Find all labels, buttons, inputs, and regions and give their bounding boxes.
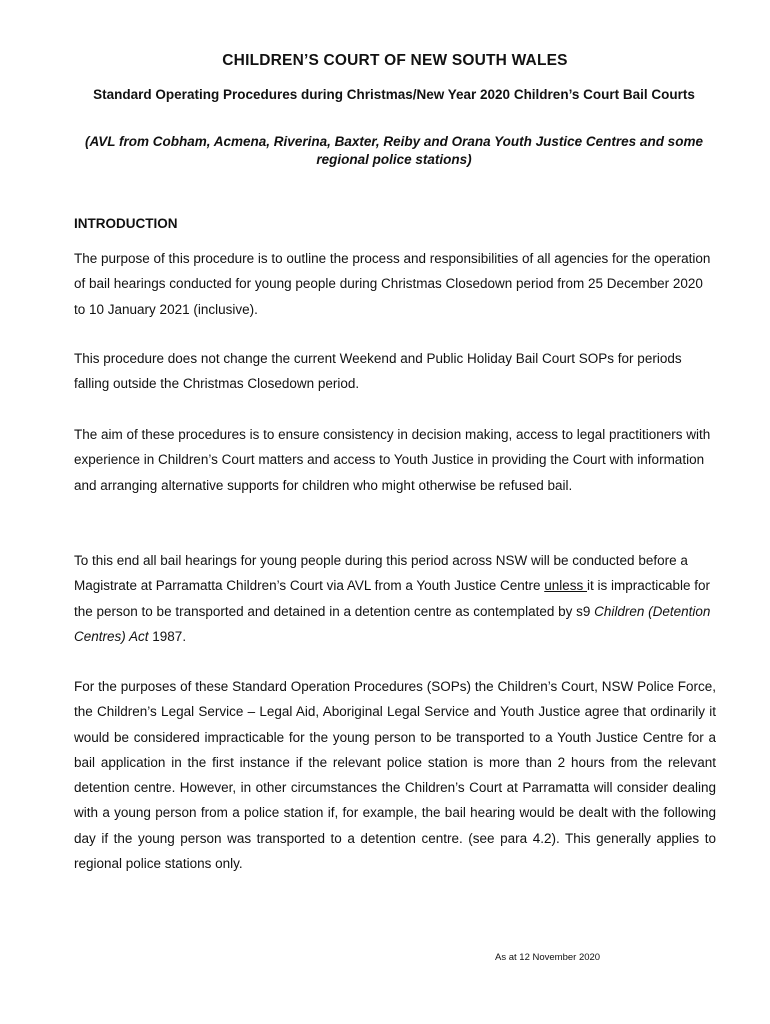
document-title: CHILDREN’S COURT OF NEW SOUTH WALES [222,52,568,69]
paragraph-sops-purposes: For the purposes of these Standard Operation Procedures (SOPs) the Children’s Court, NSW Police Force, the Children’s Legal Service – Legal Aid, Aboriginal Legal Service and Youth Justice agree that ordinarily it would be considered impracticable for the young person to be transported to a Youth Justice Centre for a bail application in the first instance if the relevant police station is more than 2 hours from the relevant detention centre. However, in other circumstances the Children’s Court at Parramatta will consider dealing with a young person from a police station if, for example, the bail hearing would be dealt with the following day if the young person was transported to a detention centre. (see para 4.2). This generally applies to regional police stations only. [74,679,716,872]
document-subtitle: Standard Operating Procedures during Christmas/New Year 2020 Children’s Court Bail Courts [93,87,695,102]
paragraph-bail-hearings-underlined: unless [544,578,588,594]
paragraph-scope: This procedure does not change the current Weekend and Public Holiday Bail Court SOPs for periods falling outside the Christmas Closedown period. [74,351,682,392]
paragraph-bail-hearings-text-2: it is impracticable for the person to be transported and detained in a detention centre as contemplated by s9 [74,578,711,619]
paragraph-purpose: The purpose of this procedure is to outline the process and responsibilities of all agencies for the operation of bail hearings conducted for young people during Christmas Closedown period from 25 December 2020 to 10 January 2021 (inclusive). [74,251,711,317]
paragraph-bail-hearings-text-1: To this end all bail hearings for young people during this period across NSW will be conducted before a Magistrate at Parramatta Children’s Court via AVL from a Youth Justice Centre [74,553,688,594]
paragraph-bail-hearings-text-3: 1987. [148,628,187,644]
section-heading-introduction: INTRODUCTION [74,216,178,231]
paragraph-bail-hearings [74,548,716,649]
footer-date: As at 12 November 2020 [495,952,601,963]
paragraph-bail-hearings-act-title: Children (Detention Centres) Act [74,603,711,644]
paragraph-aim: The aim of these procedures is to ensure consistency in decision making, access to legal practitioners with experience in Children’s Court matters and access to Youth Justice in providing the Court with information and arranging alternative supports for children who might otherwise be refused bail. [74,427,711,493]
document-scope-note: (AVL from Cobham, Acmena, Riverina, Baxter, Reiby and Orana Youth Justice Centres and some regional police stations) [85,134,703,167]
